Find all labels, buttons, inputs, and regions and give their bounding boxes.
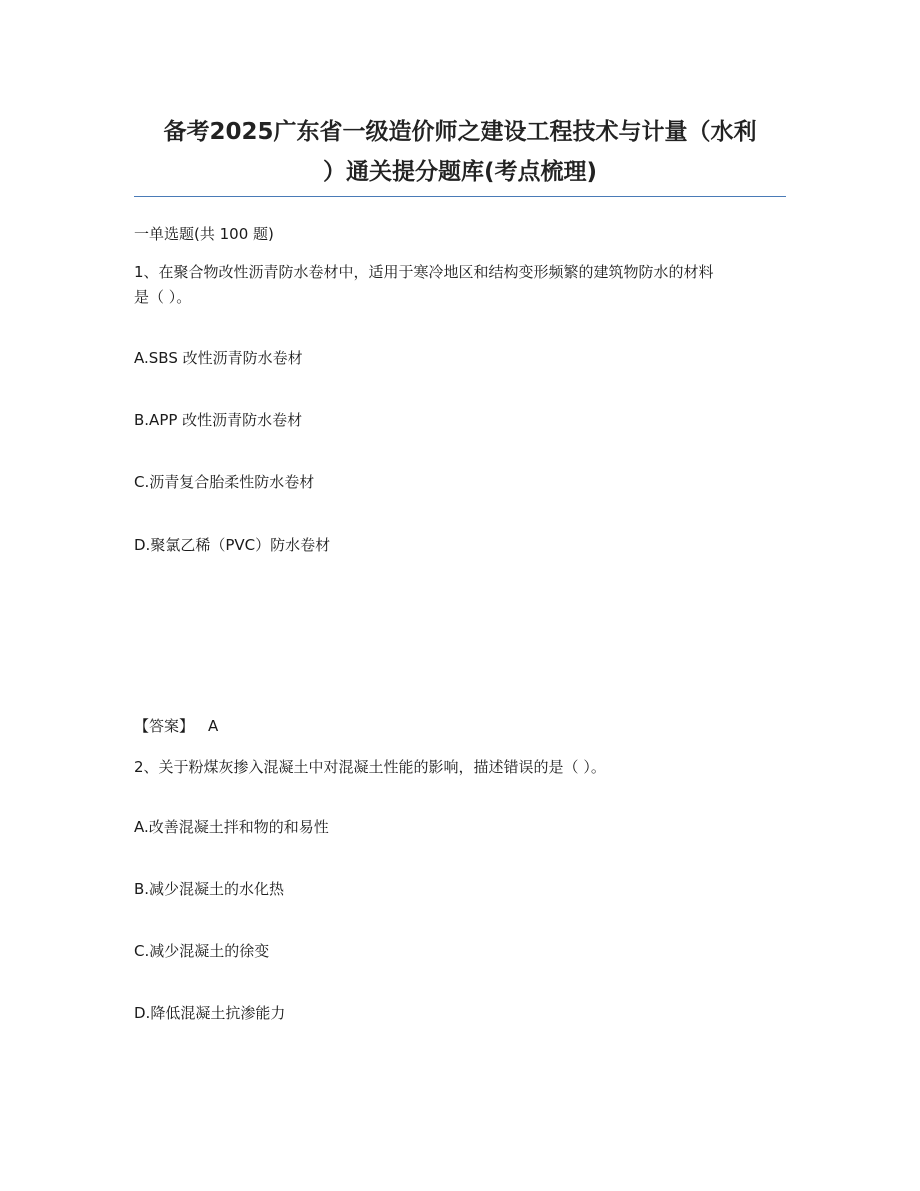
question-2-option-a: A.改善混凝土拌和物的和易性 (134, 818, 329, 836)
question-1-stem-line-1: 1、在聚合物改性沥青防水卷材中，适用于寒冷地区和结构变形频繁的建筑物防水的材料 (134, 263, 714, 281)
section-heading: 一单选题(共 100 题) (134, 225, 274, 243)
question-2-option-d: D.降低混凝土抗渗能力 (134, 1004, 286, 1022)
question-1-option-a: A.SBS 改性沥青防水卷材 (134, 349, 303, 367)
title-divider (134, 196, 786, 197)
question-1-stem-line-2: 是（ ）。 (134, 288, 192, 306)
question-1-option-b: B.APP 改性沥青防水卷材 (134, 411, 303, 429)
question-2-stem-line-1: 2、关于粉煤灰掺入混凝土中对混凝土性能的影响，描述错误的是（ ）。 (134, 758, 606, 776)
document-title-line-2: ）通关提分题库(考点梳理) (322, 159, 598, 185)
question-1-option-d: D.聚氯乙稀（PVC）防水卷材 (134, 536, 331, 554)
question-1-option-c: C.沥青复合胎柔性防水卷材 (134, 473, 315, 491)
question-1-answer (134, 714, 218, 738)
question-2-option-c: C.减少混凝土的徐变 (134, 942, 270, 960)
question-2-option-b: B.减少混凝土的水化热 (134, 880, 285, 898)
answer-label: 【答案】 (134, 717, 195, 735)
document-title-line-1: 备考2025广东省一级造价师之建设工程技术与计量（水利 (163, 119, 757, 145)
answer-value: A (208, 717, 219, 735)
